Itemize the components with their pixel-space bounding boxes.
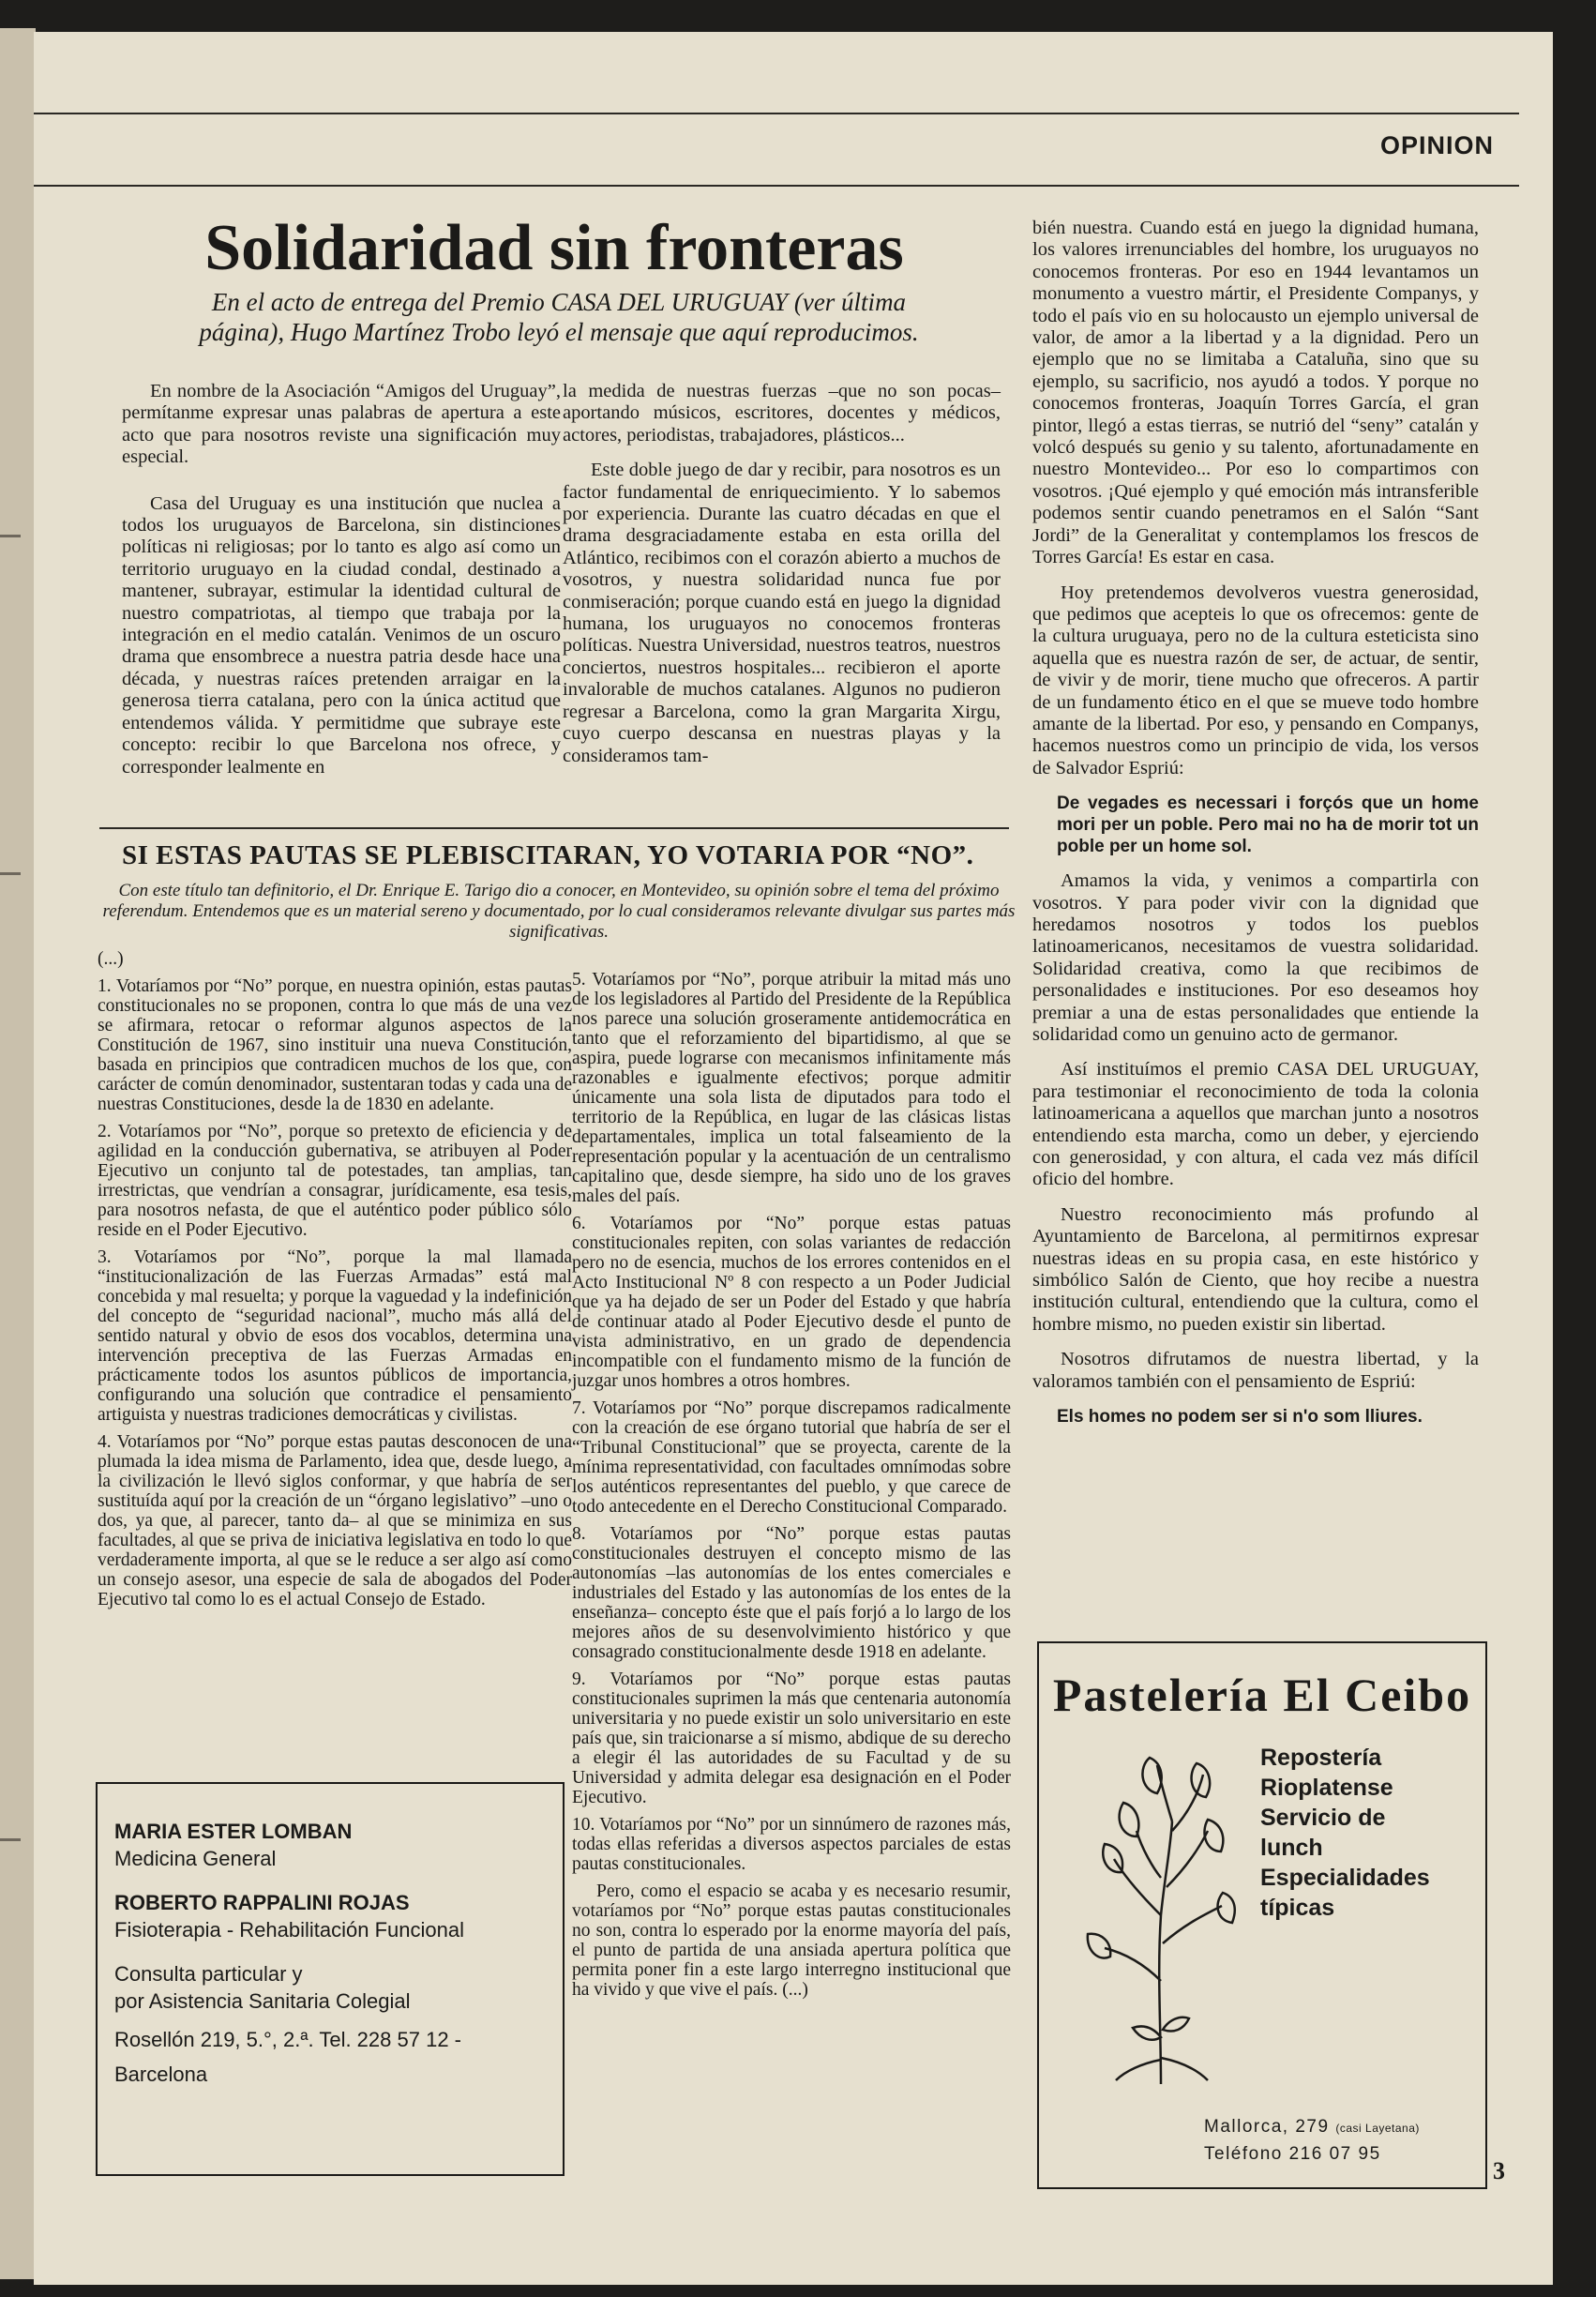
- article-2-column-1: [98, 949, 572, 1617]
- paragraph: Casa del Uruguay es una institución que nuclea a todos los uruguayos de Barcelona, sin distinciones políticas ni religiosas; por lo tanto es algo así como un territorio uruguayo en la ciudad condal, destinado a mantener, subrayar, estimular la identidad cultural de nuestro compatriotas, al tiempo que trabaja por la integración en el medio catalán. Venimos de un oscuro drama que ensombrece a nuestra patria desde hace una década, y nuestras raíces pretenden arraigar en la generosa tierra catalana, pero con la única actitud que entendemos válida. Y permitidme que subraye este concepto: recibir lo que Barcelona nos ofrece, y corresponder lealmente en: [122, 492, 561, 778]
- quoted-verse: De vegades es necessari i forçós que un home mori per un poble. Pero mai no ha de morir tot un poble per un home sol.: [1057, 793, 1479, 857]
- service-item: típicas: [1260, 1895, 1335, 1921]
- paragraph: 1. Votaríamos por “No” porque, en nuestra opinión, estas pautas constitucionales no se proponen, contra lo que más de una vez se afirmara, retocar o reformar algunos aspectos de la Constitución de 1967, sino instituir una nueva Constitución, basada en principios que contradicen muchos de los que, con carácter de común denominador, sustentaran todas y cada una de nuestras Constituciones, desde la de 1830 en adelante.: [98, 976, 572, 1114]
- service-item: lunch: [1260, 1835, 1323, 1861]
- doctor-name: MARIA ESTER LOMBAN: [114, 1820, 353, 1843]
- paragraph: Nosotros difrutamos de nuestra libertad, y la valoramos también con el pensamiento de Espriú:: [1032, 1349, 1479, 1392]
- bakery-address-note: (casi Layetana): [1335, 2122, 1420, 2135]
- bakery-advertisement: [1037, 1641, 1487, 2189]
- city-line: Barcelona: [114, 2063, 208, 2086]
- quoted-verse: Els homes no podem ser si n'o som lliures.: [1057, 1407, 1423, 1428]
- article-subtitle: En el acto de entrega del Premio CASA DEL URUGUAY (ver última página), Hugo Martínez Trobo leyó el mensaje que aquí reproducimos.: [199, 288, 919, 346]
- paragraph: la medida de nuestras fuerzas –que no son pocas– aportando músicos, escritores, docentes y médicos, actores, periodistas, trabajadores, plásticos...: [563, 381, 1001, 446]
- bakery-services: [1260, 1743, 1430, 1923]
- doctor-specialty: Medicina General: [114, 1847, 277, 1870]
- page-number: 3: [1493, 2157, 1505, 2184]
- clinic-advertisement: [96, 1782, 565, 2176]
- paragraph: 10. Votaríamos por “No” por un sinnúmero de razones más, todas ellas referidas a diversos aspectos parciales de estas pautas constitucionales.: [572, 1815, 1011, 1874]
- article-column-1: [122, 381, 561, 792]
- paragraph: En nombre de la Asociación “Amigos del Uruguay”, permítanme expresar unas palabras de apertura a este acto que para nosotros reviste una significación muy especial.: [122, 381, 561, 468]
- article-2-column-2: [572, 970, 1011, 2007]
- doctor-name: ROBERTO RAPPALINI ROJAS: [114, 1891, 410, 1914]
- paragraph: 2. Votaríamos por “No”, porque so pretexto de eficiencia y de agilidad en la conducción gubernativa, se atribuyen al Poder Ejecutivo un conjunto tal de potestades, tan amplias, tan irrestrictas, que vendrían a consagrar, jurídicamente, esa tesis, para nosotros nefasta, de que el auténtico poder público sólo reside en el Poder Ejecutivo.: [98, 1122, 572, 1240]
- previous-page-edge: [0, 28, 36, 2279]
- paragraph: (...): [98, 949, 124, 969]
- bakery-address: Mallorca, 279: [1204, 2117, 1330, 2137]
- paragraph: Así instituímos el premio CASA DEL URUGUAY, para testimoniar el reconocimiento de toda la colonia latinoamericana a aquellos que marchan junto a nosotros entendiendo esta marcha, como un deber, y ejerciendo con generosidad, y con altura, el cada vez más difícil oficio del hombre.: [1032, 1059, 1479, 1190]
- paragraph: 3. Votaríamos por “No”, porque la mal llamada “institucionalización de las Fuerzas Armadas” está mal concebida y mal resuelta; y porque la vaguedad y la indefinición del concepto de “seguridad nacional”, mucho más allá del sentido natural y obvio de esos dos vocablos, determina una intervención preceptiva de las Fuerzas Armadas en prácticamente todos los asuntos públicos de importancia, configurando una solución que contradice el pensamiento artiguista y nuestras tradiciones democráticas y civilistas.: [98, 1247, 572, 1425]
- paragraph: 7. Votaríamos por “No” porque discrepamos radicalmente con la creación de ese órgano tutorial que habría de ser el “Tribunal Constitucional” que se proyecta, carente de la mínima representatividad, con facultades omnímodas sobre los auténticos representantes del pueblo, y que carece de todo antecedente en el Derecho Constitucional Comparado.: [572, 1398, 1011, 1517]
- paragraph: 5. Votaríamos por “No”, porque atribuir la mitad más uno de los legisladores al Partido del Presidente de la República nos parece una solución groseramente antidemocrática en tanto que el reforzamiento del bipartidismo, al que se aspira, puede lograrse con mecanismos infinitamente más razonables e igualmente efectivos; porque admitir únicamente una sola lista de diputados para todo el territorio de la República, en lugar de las clásicas listas departamentales, implica un total falseamiento de la representación popular y la acentuación de un centralismo capitalino que, desde siempre, ha sido uno de los graves males del país.: [572, 970, 1011, 1206]
- bakery-contact: [1204, 2114, 1420, 2167]
- section-rule: [34, 185, 1519, 187]
- paragraph: Amamos la vida, y venimos a compartirla con vosotros. Y para poder vivir con la dignidad que heredamos nosotros y todos los pueblos latinoamericanos, necesitamos de vuestra solidaridad. Solidaridad creativa, como la que recibimos de personalidades e instituciones. Por eso deseamos hoy premiar a una de estas personalidades que entiende la solidaridad como un genuino acto de germanor.: [1032, 870, 1479, 1045]
- service-item: Especialidades: [1260, 1865, 1430, 1891]
- service-item: Servicio de: [1260, 1805, 1386, 1831]
- paragraph: 8. Votaríamos por “No” porque estas pautas constitucionales destruyen el concepto mismo de las autonomías –las autonomías de los entes comerciales e industriales del Estado y las autonomías de los entes de la enseñanza– concepto éste que el país forjó a lo largo de los mejores años de su desenvolvimiento histórico y que consagrado constitucionalmente desde 1918 en adelante.: [572, 1524, 1011, 1662]
- previous-page-text-fragment: [0, 872, 21, 875]
- paragraph: Hoy pretendemos devolveros vuestra generosidad, que pedimos que acepteis lo que os ofrecemos: gente de la cultura uruguaya, pero no de la cultura esteticista sino aquella que es nuestra razón de ser, de actuar, de sentir, de vivir y de morir, tiene mucho que ofreceros. A partir de un fundamento ético en el que se mueve todo hombre amante de la libertad. Por eso, y pensando en Companys, hacemos nuestros como un principio de vida, los versos de Salvador Espriú:: [1032, 582, 1479, 778]
- previous-page-text-fragment: [0, 535, 21, 537]
- article-title: Solidaridad sin fronteras: [204, 212, 904, 284]
- magazine-page: [34, 32, 1553, 2285]
- address-line: Rosellón 219, 5.°, 2.ª. Tel. 228 57 12 -: [114, 2028, 461, 2051]
- paragraph: 4. Votaríamos por “No” porque estas pautas desconocen de una plumada la idea misma de Parlamento, idea que, desde luego, a la civilización le llevó siglos conformar, y que habría de ser sustituída aquí por la creación de un “órgano legislativo” –uno o dos, ya que, al parecer, tanto da– al que se minimiza en sus facultades, al que se priva de iniciativa legislativa en todo lo que verdaderamente importa, al que se le reduce a ser algo así como un consejo asesor, una especie de sala de abogados del Poder Ejecutivo tal como lo es el actual Consejo de Estado.: [98, 1432, 572, 1609]
- paragraph: 9. Votaríamos por “No” porque estas pautas constitucionales suprimen la más que centenaria autonomía universitaria y no puede existir un solo universitario en este país que, sin traicionarse a sí mismo, abdique de su derecho a elegir él las autoridades de su Facultad y de su Universidad y admita delegar esa designación en el Poder Ejecutivo.: [572, 1670, 1011, 1807]
- service-item: Rioplatense: [1260, 1775, 1393, 1801]
- bakery-name: Pastelería El Ceibo: [1052, 1669, 1472, 1721]
- previous-page-text-fragment: [0, 1838, 21, 1841]
- article-column-2: [563, 381, 1001, 780]
- article-column-3: [1032, 218, 1479, 1441]
- section-label: OPINION: [1380, 131, 1495, 159]
- paragraph: bién nuestra. Cuando está en juego la dignidad humana, los valores irrenunciables del hombre, los uruguayos no conocemos fronteras. Por eso en 1944 levantamos un monumento a vuestro mártir, el Presidente Companys, y todo el país vio en su holocausto un ejemplo universal de valor, de amor a la libertad y a la dignidad. Pero un ejemplo que no se limitaba a Cataluña, sino que su ejemplo, su sacrificio, nos ayudó a todos. Y porque no conocemos fronteras, Joaquín Torres García, el gran pintor, llegó a estas tierras, se nutrió del “seny” catalán y volcó después su genio y su talento, afortunadamente en nuestro Montevideo... Por eso lo compartimos con vosotros. ¡Qué ejemplo y qué emoción más intransferible podemos sentir cuando penetramos en el Salón “Sant Jordi” de la Generalitat y contemplamos los frescos de Torres García! Es estar en casa.: [1032, 218, 1479, 568]
- bakery-phone: Teléfono 216 07 95: [1204, 2144, 1381, 2164]
- article-separator-rule: [99, 827, 1009, 829]
- paragraph: 6. Votaríamos por “No” porque estas patuas constitucionales repiten, con solas variantes de redacción pero no de esencia, muchos de los errores contenidos en el Acto Institucional Nº 8 con respecto a un Poder Judicial que ya ha dejado de ser un Poder del Estado y que habría de continuar atado al Poder Ejecutivo desde el punto de vista administrativo, en un grado de dependencia incompatible con el fundamento mismo de la función de juzgar unos hombres a otros hombres.: [572, 1214, 1011, 1391]
- article-2-intro: Con este título tan definitorio, el Dr. Enrique E. Tarigo dio a conocer, en Montevideo, su opinión sobre el tema del próximo referendum. Entendemos que es un material sereno y documentado, por lo cual consideramos relevante divulgar sus partes más significativas.: [102, 881, 1016, 942]
- doctor-specialty: Fisioterapia - Rehabilitación Funcional: [114, 1918, 464, 1942]
- service-item: Repostería: [1260, 1745, 1382, 1771]
- top-rule: [34, 113, 1519, 114]
- consult-line: Consulta particular y: [114, 1962, 303, 1986]
- paragraph: Este doble juego de dar y recibir, para nosotros es un factor fundamental de enriquecimiento. Y lo sabemos por experiencia. Durante las cuatro décadas en que el drama desgraciadamente estaba en esta orilla del Atlántico, recibimos con el corazón abierto a muchos de vosotros, y nuestra solidaridad nunca fue por conmiseración; porque cuando está en juego la dignidad humana, los uruguayos no conocemos fronteras políticas. Nuestra Universidad, nuestros teatros, nuestros conciertos, nuestros hospitales... recibieron el aporte invalorable de muchos catalanes. Algunos no pudieron regresar a Barcelona, como la gran Margarita Xirgu, cuyo cuerpo descansa en nuestras playas y la consideramos tam-: [563, 460, 1001, 766]
- ceibo-flower-illustration: [1067, 1746, 1255, 2084]
- paragraph: Pero, como el espacio se acaba y es necesario resumir, votaríamos por “No” porque estas pautas constitucionales no son, contra lo esperado por la enorme mayoría del país, el punto de partida de una ansiada apertura política que permita poner fin a este largo interregno institucional que ha vivido y que vive el país. (...): [572, 1881, 1011, 2000]
- paragraph: Nuestro reconocimiento más profundo al Ayuntamiento de Barcelona, al permitirnos expresar nuestras ideas en su propia casa, en este histórico y simbólico Salón de Ciento, que hoy recibe a nuestra institución cultural, entendiendo que la cultura, como el hombre mismo, no pueden existir sin libertad.: [1032, 1203, 1479, 1335]
- article-2-title: SI ESTAS PAUTAS SE PLEBISCITARAN, YO VOTARIA POR “NO”.: [122, 840, 974, 870]
- consult-line: por Asistencia Sanitaria Colegial: [114, 1989, 411, 2013]
